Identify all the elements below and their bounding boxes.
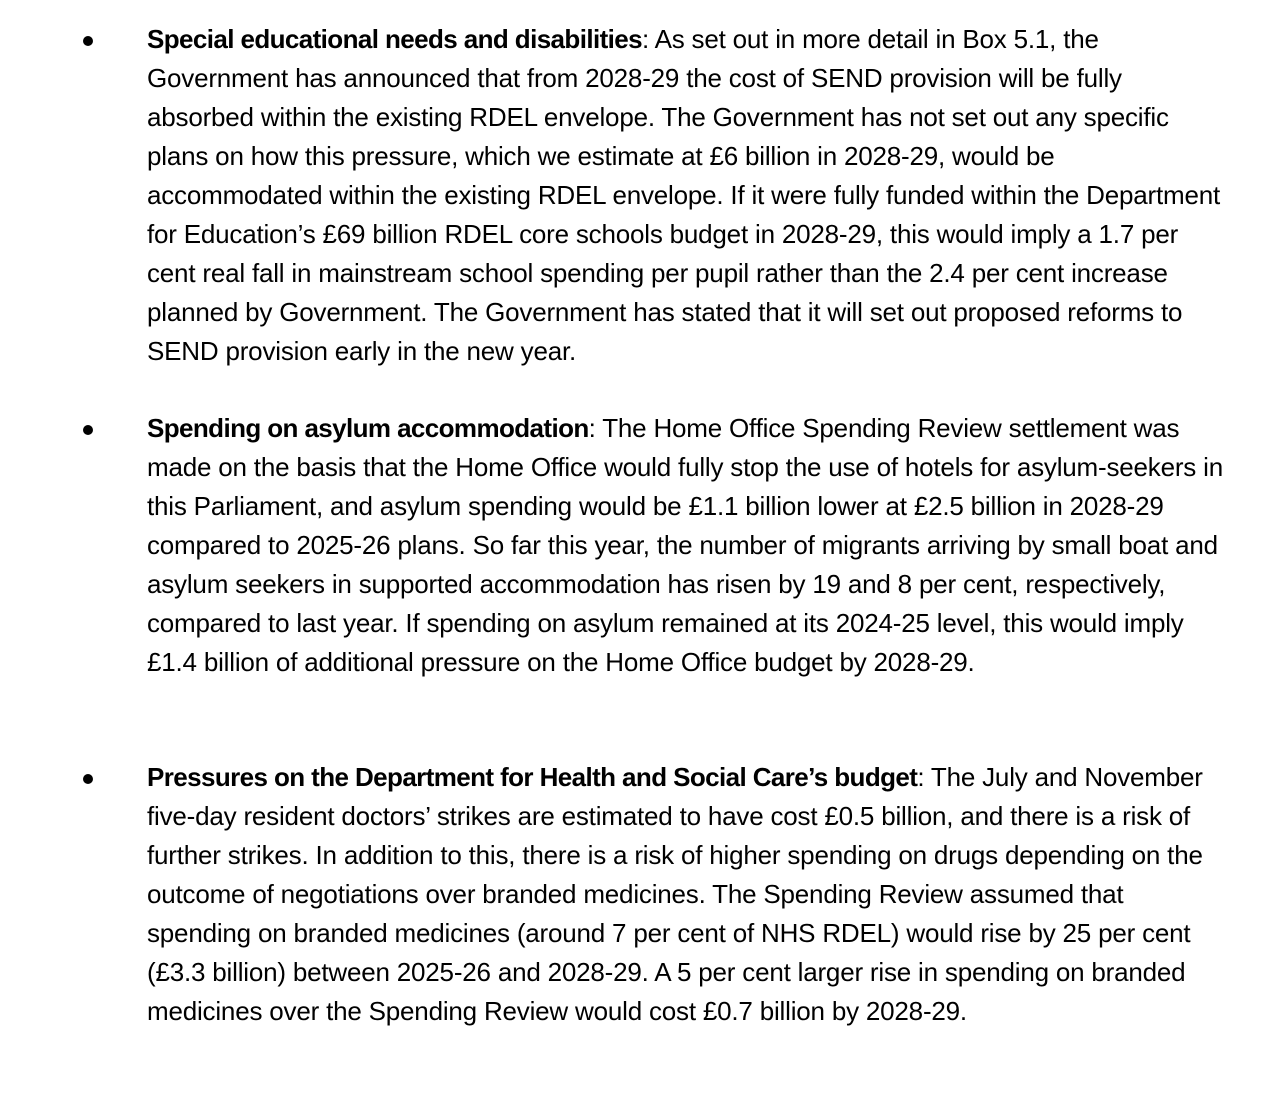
bullet-lead-term: Spending on asylum accommodation [147,413,589,443]
bullet-body-text: : As set out in more detail in Box 5.1, the Government has announced that from 2028-29 the cost of SEND provision will be fully absorbed within the existing RDEL envelope. The Government has not set out any specific plans on how this pressure, which we estimate at £6 billion in 2028-29, would be accommodated within the existing RDEL envelope. If it were fully funded within the Department for Education’s £69 billion RDEL core schools budget in 2028-29, this would imply a 1.7 per cent real fall in mainstream school spending per pupil rather than the 2.4 per cent increase planned by Government. The Government has stated that it will set out proposed reforms to SEND provision early in the new year. [147,24,1221,366]
bullet-paragraph [147,409,1232,682]
bullet-paragraph [147,20,1232,371]
bullet-dot-icon [83,425,93,435]
bullet-body-text: : The Home Office Spending Review settlement was made on the basis that the Home Office would fully stop the use of hotels for asylum-seekers in this Parliament, and asylum spending would be £1.1 billion lower at £2.5 billion in 2028-29 compared to 2025-26 plans. So far this year, the number of migrants arriving by small boat and asylum seekers in supported accommodation has risen by 19 and 8 per cent, respectively, compared to last year. If spending on asylum remained at its 2024-25 level, this would imply £1.4 billion of additional pressure on the Home Office budget by 2028-29. [147,413,1223,677]
bullet-paragraph [147,758,1232,1031]
bullet-dot-icon [83,774,93,784]
bullet-body-text: : The July and November five-day resident doctors’ strikes are estimated to have cost £0.5 billion, and there is a risk of further strikes. In addition to this, there is a risk of higher spending on drugs depending on the outcome of negotiations over branded medicines. The Spending Review assumed that spending on branded medicines (around 7 per cent of NHS RDEL) would rise by 25 per cent (£3.3 billion) between 2025-26 and 2028-29. A 5 per cent larger rise in spending on branded medicines over the Spending Review would cost £0.7 billion by 2028-29. [147,762,1203,1026]
bullet-lead-term: Special educational needs and disabilities [147,24,642,54]
bullet-dot-icon [83,36,93,46]
bullet-lead-term: Pressures on the Department for Health and Social Care’s budget [147,762,918,792]
